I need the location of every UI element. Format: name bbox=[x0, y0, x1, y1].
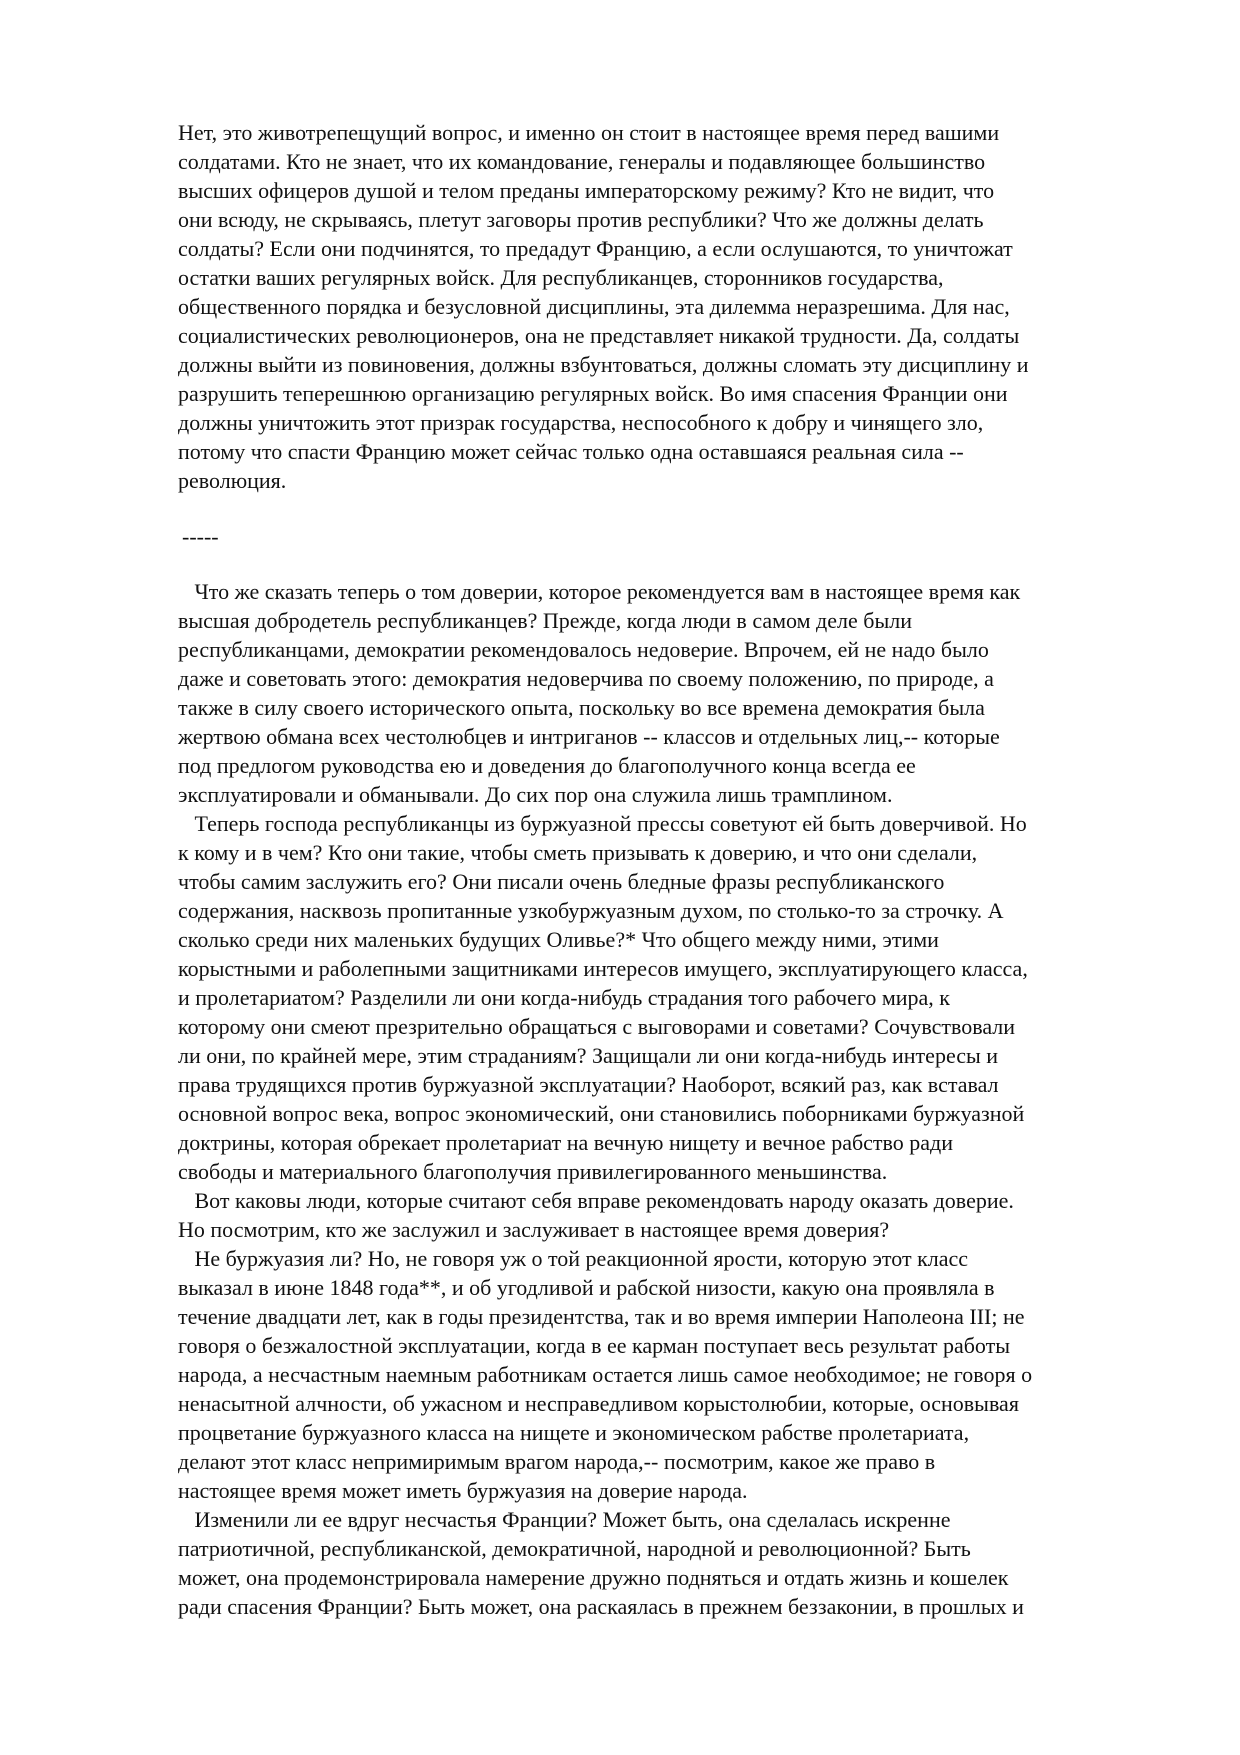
text-line: высших офицеров душой и телом преданы императорскому режиму? Кто не видит, что bbox=[178, 178, 995, 203]
text-line: доктрины, которая обрекает пролетариат на вечную нищету и вечное рабство ради bbox=[178, 1130, 953, 1155]
text-line: жертвою обмана всех честолюбцев и интриганов -- классов и отдельных лиц,-- которые bbox=[178, 724, 1000, 749]
text-line: должны выйти из повиновения, должны взбунтоваться, должны сломать эту дисциплину и bbox=[178, 352, 1029, 377]
body-text bbox=[178, 577, 1178, 1621]
text-line: революция. bbox=[178, 468, 287, 493]
text-line: патриотичной, республиканской, демократичной, народной и революционной? Быть bbox=[178, 1536, 971, 1561]
text-line: корыстными и раболепными защитниками интересов имущего, эксплуатирующего класса, bbox=[178, 956, 1028, 981]
text-line: Нет, это животрепещущий вопрос, и именно он стоит в настоящее время перед вашими bbox=[178, 120, 1000, 145]
text-line: солдатами. Кто не знает, что их командование, генералы и подавляющее большинство bbox=[178, 149, 986, 174]
text-line: разрушить теперешнюю организацию регулярных войск. Во имя спасения Франции они bbox=[178, 381, 1008, 406]
text-line: Не буржуазия ли? Но, не говоря уж о той реакционной ярости, которую этот класс bbox=[178, 1246, 969, 1271]
text-line: также в силу своего исторического опыта, поскольку во все времена демократия была bbox=[178, 695, 985, 720]
text-line: настоящее время может иметь буржуазия на доверие народа. bbox=[178, 1478, 748, 1503]
text-line: может, она продемонстрировала намерение дружно подняться и отдать жизнь и кошелек bbox=[178, 1565, 1009, 1590]
text-line: Изменили ли ее вдруг несчастья Франции? Может быть, она сделалась искренне bbox=[178, 1507, 951, 1532]
text-line: ли они, по крайней мере, этим страданиям? Защищали ли они когда-нибудь интересы и bbox=[178, 1043, 999, 1068]
text-line: они всюду, не скрываясь, плетут заговоры против республики? Что же должны делать bbox=[178, 207, 984, 232]
text-line: потому что спасти Францию может сейчас только одна оставшаяся реальная сила -- bbox=[178, 439, 964, 464]
text-line: и пролетариатом? Разделили ли они когда-нибудь страдания того рабочего мира, к bbox=[178, 985, 950, 1010]
top-paragraph bbox=[178, 118, 1178, 495]
text-line: эксплуатировали и обманывали. До сих пор она служила лишь трамплином. bbox=[178, 782, 893, 807]
text-line: Теперь господа республиканцы из буржуазной прессы советуют ей быть доверчивой. Но bbox=[178, 811, 1027, 836]
text-line: остатки ваших регулярных войск. Для республиканцев, сторонников государства, bbox=[178, 265, 944, 290]
text-line: Но посмотрим, кто же заслужил и заслуживает в настоящее время доверия? bbox=[178, 1217, 890, 1242]
section-separator: ----- bbox=[182, 524, 219, 549]
text-line: основной вопрос века, вопрос экономический, они становились поборниками буржуазной bbox=[178, 1101, 1025, 1126]
text-line: сколько среди них маленьких будущих Оливье?* Что общего между ними, этими bbox=[178, 927, 939, 952]
text-line: к кому и в чем? Кто они такие, чтобы сметь призывать к доверию, и что они сделали, bbox=[178, 840, 978, 865]
text-line: свободы и материального благополучия привилегированного меньшинства. bbox=[178, 1159, 888, 1184]
text-line: которому они смеют презрительно обращаться с выговорами и советами? Сочувствовали bbox=[178, 1014, 1016, 1039]
text-line: народа, а несчастным наемным работникам остается лишь самое необходимое; не говоря о bbox=[178, 1362, 1033, 1387]
text-line: республиканцами, демократии рекомендовалось недоверие. Впрочем, ей не надо было bbox=[178, 637, 989, 662]
text-line: процветание буржуазного класса на нищете и экономическом рабстве пролетариата, bbox=[178, 1420, 970, 1445]
text-line: чтобы самим заслужить его? Они писали очень бледные фразы республиканского bbox=[178, 869, 945, 894]
text-line: делают этот класс непримиримым врагом народа,-- посмотрим, какое же право в bbox=[178, 1449, 936, 1474]
text-line: социалистических революционеров, она не представляет никакой трудности. Да, солдаты bbox=[178, 323, 1020, 348]
text-line: Что же сказать теперь о том доверии, которое рекомендуется вам в настоящее время как bbox=[178, 579, 1021, 604]
text-line: говоря о безжалостной эксплуатации, когда в ее карман поступает весь результат работы bbox=[178, 1333, 1011, 1358]
text-line: ненасытной алчности, об ужасном и несправедливом корыстолюбии, которые, основывая bbox=[178, 1391, 1019, 1416]
text-line: под предлогом руководства ею и доведения до благополучного конца всегда ее bbox=[178, 753, 916, 778]
text-line: выказал в июне 1848 года**, и об угодливой и рабской низости, какую она проявляла в bbox=[178, 1275, 995, 1300]
text-line: солдаты? Если они подчинятся, то предадут Францию, а если ослушаются, то уничтожат bbox=[178, 236, 1013, 261]
text-line: высшая добродетель республиканцев? Прежде, когда люди в самом деле были bbox=[178, 608, 912, 633]
text-line: права трудящихся против буржуазной эксплуатации? Наоборот, всякий раз, как вставал bbox=[178, 1072, 999, 1097]
text-line: течение двадцати лет, как в годы президентства, так и во время империи Наполеона III; не bbox=[178, 1304, 1025, 1329]
text-line: Вот каковы люди, которые считают себя вправе рекомендовать народу оказать доверие. bbox=[178, 1188, 1014, 1213]
text-line: общественного порядка и безусловной дисциплины, эта дилемма неразрешима. Для нас, bbox=[178, 294, 1010, 319]
text-line: содержания, насквозь пропитанные узкобуржуазным духом, по столько-то за строчку. А bbox=[178, 898, 1004, 923]
text-line: должны уничтожить этот призрак государства, неспособного к добру и чинящего зло, bbox=[178, 410, 984, 435]
text-line: ради спасения Франции? Быть может, она раскаялась в прежнем беззаконии, в прошлых и bbox=[178, 1594, 1024, 1619]
text-line: даже и советовать этого: демократия недоверчива по своему положению, по природе, а bbox=[178, 666, 994, 691]
